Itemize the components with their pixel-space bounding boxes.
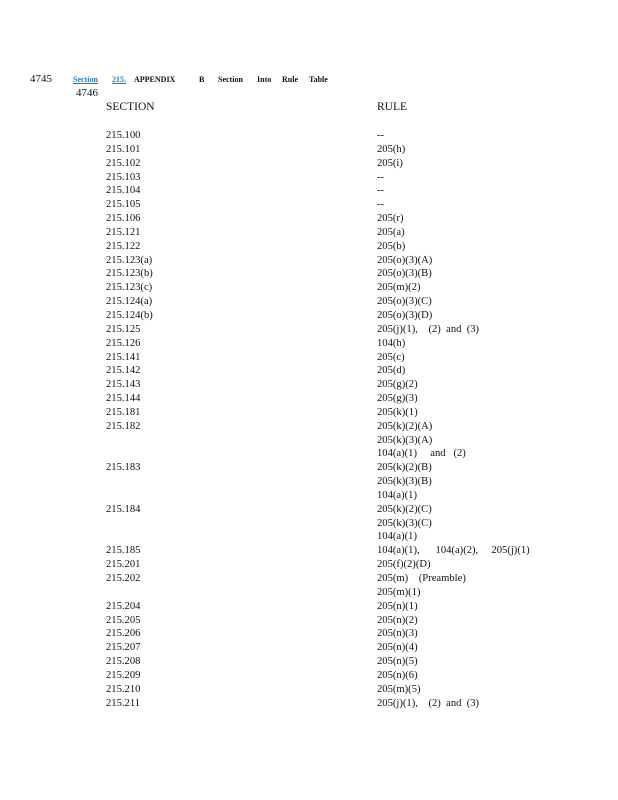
rule-cell: 205(m)(2)	[377, 282, 421, 294]
rule-cell: 205(h)	[377, 143, 406, 155]
table-row	[0, 475, 618, 489]
section-cell: 215.103	[106, 171, 141, 183]
rule-cell: --	[377, 199, 385, 211]
section-cell: 215.185	[106, 545, 141, 557]
rule-cell: --	[377, 171, 385, 183]
rule-cell: 104(a)(1), 104(a)(2), 205(j)(1)	[377, 545, 530, 557]
table-row	[0, 572, 618, 586]
table-row	[0, 614, 618, 628]
table-row	[0, 171, 618, 185]
table-row	[0, 226, 618, 240]
rule-cell: 205(o)(3)(A)	[377, 254, 433, 266]
rule-cell: 205(n)(4)	[377, 642, 418, 654]
rule-cell: 205(k)(3)(C)	[377, 517, 432, 529]
section-cell: 215.122	[106, 240, 141, 252]
section-cell: 215.181	[106, 406, 141, 418]
rule-cell: 205(b)	[377, 240, 406, 252]
section-cell: 215.210	[106, 683, 141, 695]
rule-cell: 205(m)(5)	[377, 683, 421, 695]
section-cell: 215.183	[106, 462, 141, 474]
section-number-link[interactable]: 215.	[112, 75, 126, 84]
header-table-word: Table	[309, 75, 328, 84]
table-row	[0, 697, 618, 711]
rule-cell: 205(r)	[377, 213, 404, 225]
section-cell: 215.106	[106, 213, 141, 225]
section-cell: 215.126	[106, 337, 141, 349]
table-row	[0, 600, 618, 614]
table-row	[0, 240, 618, 254]
table-row	[0, 157, 618, 171]
rule-cell: 205(g)(3)	[377, 393, 418, 405]
rule-cell: 205(j)(1), (2) and (3)	[377, 697, 480, 709]
table-row	[0, 434, 618, 448]
section-cell: 215.208	[106, 656, 141, 668]
table-row	[0, 267, 618, 281]
rule-cell: 205(k)(3)(A)	[377, 434, 433, 446]
table-row	[0, 295, 618, 309]
rule-cell: 104(a)(1) and (2)	[377, 448, 466, 460]
section-cell: 215.123(b)	[106, 268, 153, 280]
section-cell: 215.211	[106, 697, 141, 709]
rule-cell: 205(o)(3)(B)	[377, 268, 432, 280]
section-cell: 215.207	[106, 642, 141, 654]
section-cell: 215.123(a)	[106, 254, 153, 266]
rule-cell: 205(k)(3)(B)	[377, 476, 432, 488]
section-cell: 215.105	[106, 199, 141, 211]
rule-cell: 205(a)	[377, 226, 405, 238]
table-row	[0, 655, 618, 669]
table-row	[0, 544, 618, 558]
rule-cell: 104(h)	[377, 337, 406, 349]
section-cell: 215.201	[106, 559, 141, 571]
section-cell: 215.121	[106, 226, 141, 238]
table-row	[0, 530, 618, 544]
section-cell: 215.209	[106, 669, 141, 681]
section-cell: 215.104	[106, 185, 141, 197]
table-row	[0, 392, 618, 406]
rule-cell: 205(k)(1)	[377, 406, 418, 418]
table-row	[0, 184, 618, 198]
table-row	[0, 129, 618, 143]
section-cell: 215.102	[106, 157, 141, 169]
section-cell: 215.100	[106, 130, 141, 141]
section-cell: 215.125	[106, 323, 141, 335]
rule-cell: 205(j)(1), (2) and (3)	[377, 323, 480, 335]
table-row	[0, 586, 618, 600]
cross-reference-table	[0, 129, 618, 710]
rule-cell: --	[377, 185, 385, 197]
section-cell: 215.204	[106, 600, 141, 612]
rule-cell: --	[377, 130, 385, 141]
table-row	[0, 378, 618, 392]
table-row	[0, 254, 618, 268]
appendix-letter: B	[199, 75, 205, 84]
rule-cell: 205(i)	[377, 157, 403, 169]
rule-cell: 205(n)(5)	[377, 656, 418, 668]
table-row	[0, 212, 618, 226]
section-cell: 215.202	[106, 573, 141, 584]
rule-cell: 205(n)(1)	[377, 600, 418, 612]
table-row	[0, 420, 618, 434]
table-row	[0, 323, 618, 337]
rule-cell: 205(d)	[377, 365, 406, 377]
section-column-header: SECTION	[106, 101, 155, 113]
page-number: 4745	[30, 73, 52, 85]
rule-cell: 205(g)(2)	[377, 379, 418, 391]
header-rule-word: Rule	[282, 75, 298, 84]
table-row	[0, 309, 618, 323]
section-cell: 215.205	[106, 614, 141, 626]
header-section-word: Section	[218, 75, 243, 84]
table-row	[0, 281, 618, 295]
section-cell: 215.124(b)	[106, 309, 153, 321]
table-row	[0, 641, 618, 655]
table-row	[0, 198, 618, 212]
table-row	[0, 461, 618, 475]
rule-cell: 205(m)(1)	[377, 586, 421, 598]
rule-cell: 205(o)(3)(C)	[377, 296, 432, 308]
section-cell: 215.141	[106, 351, 141, 363]
table-row	[0, 627, 618, 641]
table-row	[0, 447, 618, 461]
appendix-label: APPENDIX	[134, 75, 176, 84]
rule-cell: 205(o)(3)(D)	[377, 309, 433, 321]
rule-cell: 104(a)(1)	[377, 489, 418, 501]
section-cell: 215.124(a)	[106, 296, 153, 308]
table-row	[0, 669, 618, 683]
table-row	[0, 503, 618, 517]
rule-column-header: RULE	[377, 101, 408, 113]
table-row	[0, 364, 618, 378]
section-link[interactable]: Section	[73, 75, 98, 84]
rule-cell: 205(m) (Preamble)	[377, 573, 466, 584]
rule-cell: 205(k)(2)(C)	[377, 503, 432, 515]
table-row	[0, 406, 618, 420]
section-cell: 215.206	[106, 628, 141, 640]
rule-cell: 104(a)(1)	[377, 531, 418, 543]
section-cell: 215.142	[106, 365, 141, 377]
section-cell: 215.123(c)	[106, 282, 153, 294]
table-row	[0, 683, 618, 697]
table-row	[0, 489, 618, 503]
header-into-word: Into	[257, 75, 272, 84]
section-cell: 215.182	[106, 420, 141, 432]
rule-cell: 205(n)(6)	[377, 669, 418, 681]
rule-cell: 205(c)	[377, 351, 405, 363]
continued-page-number: 4746	[76, 87, 98, 99]
rule-cell: 205(f)(2)(D)	[377, 559, 431, 571]
rule-cell: 205(k)(2)(A)	[377, 420, 433, 432]
table-row	[0, 558, 618, 572]
section-cell: 215.143	[106, 379, 141, 391]
table-row	[0, 143, 618, 157]
rule-cell: 205(n)(3)	[377, 628, 418, 640]
section-cell: 215.184	[106, 503, 141, 515]
section-cell: 215.144	[106, 393, 141, 405]
rule-cell: 205(n)(2)	[377, 614, 418, 626]
rule-cell: 205(k)(2)(B)	[377, 462, 432, 474]
table-row	[0, 337, 618, 351]
section-cell: 215.101	[106, 143, 141, 155]
table-row	[0, 517, 618, 531]
table-row	[0, 351, 618, 365]
